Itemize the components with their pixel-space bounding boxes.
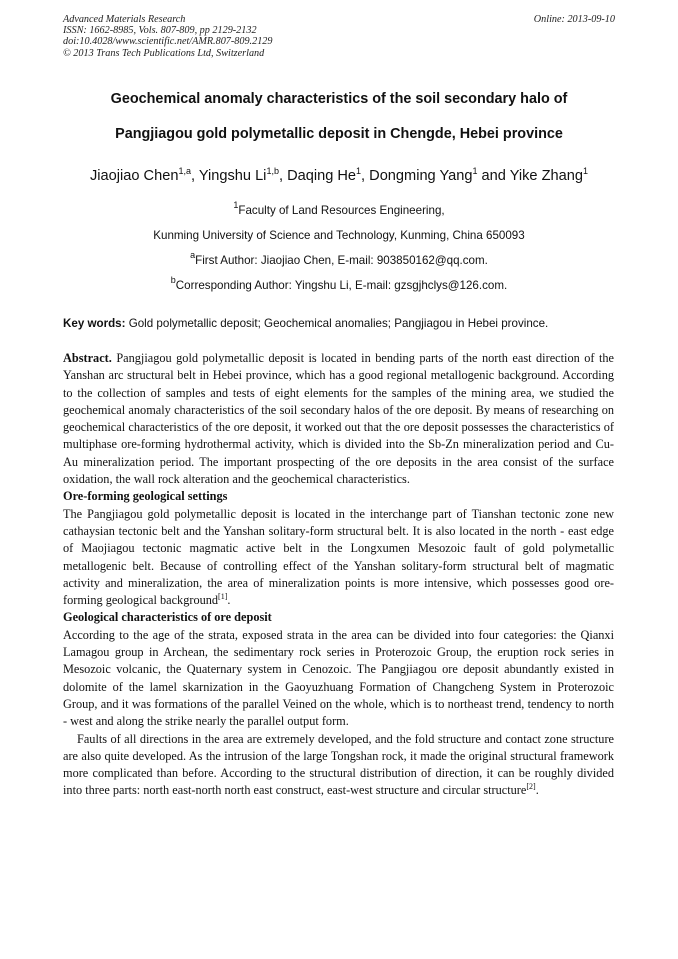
contact-text: Corresponding Author: Yingshu Li, E-mail: gzsgjhclys@126.com. <box>175 279 508 292</box>
section-heading-ore-forming: Ore-forming geological settings <box>63 489 228 504</box>
keywords-text: Gold polymetallic deposit; Geochemical anomalies; Pangjiagou in Hebei province. <box>125 317 549 330</box>
section-heading-geological: Geological characteristics of ore deposit <box>63 610 272 625</box>
author-name: Yingshu Li <box>198 168 267 184</box>
copyright-line: © 2013 Trans Tech Publications Ltd, Switzerland <box>63 47 265 59</box>
abstract-text: Pangjiagou gold polymetallic deposit is located in bending parts of the north east direction of the Yanshan arc structural belt in Hebei province, which has a good regional metallogenic background. According to the collection of samples and tests of eight elements for the samples of the mining area, we studied the geochemical anomaly characteristics of the soil secondary halos of the ore deposit. By means of researching on geochemical characteristics of the ore deposit, it worked out that the ore deposit possesses the characteristics of multiphase ore-forming hydrothermal activity, which is divided into the Sb-Zn mineralization period and Cu-Au mineralization period. The important prospecting of the ore deposits in the area consist of the surface oxidation, the wall rock alteration and the geochemical characteristics. <box>63 351 614 487</box>
paper-title-line-1: Geochemical anomaly characteristics of the soil secondary halo of <box>110 91 568 107</box>
affiliation-superscript: a <box>190 250 196 260</box>
author-superscript: 1 <box>356 166 362 176</box>
author-name: Jiaojiao Chen <box>90 168 179 184</box>
author-name: Dongming Yang <box>369 168 473 184</box>
online-date: Online: 2013-09-10 <box>533 14 615 25</box>
paragraph-text: The Pangjiagou gold polymetallic deposit is located in the interchange part of Tianshan tectonic zone new cathaysian tectonic belt and the Yanshan solitary-form structural belt. It is also located in the north - east edge of Maojiagou tectonic magmatic active belt in the Longxumen Mesozoic fault of gold polymetallic metallogenic belt. Because of controlling effect of the Yanshan solitary-form structural belt of magmatic activity and mineralization, the area of mineralization points is more intensive, which possesses good ore-forming geological background <box>63 506 614 608</box>
author-name: Yike Zhang <box>509 168 583 184</box>
author-superscript: 1 <box>582 166 588 176</box>
contact-text: First Author: Jiaojiao Chen, E-mail: 903850162@qq.com. <box>195 254 488 267</box>
section-paragraph <box>63 506 614 610</box>
affiliation-text: Faculty of Land Resources Engineering, <box>238 204 445 217</box>
doi-line: doi:10.4028/www.scientific.net/AMR.807-809.2129 <box>63 36 273 48</box>
author-superscript: 1,b <box>266 166 279 176</box>
first-author-contact <box>30 250 648 268</box>
section-paragraph <box>63 731 614 800</box>
paper-body <box>63 350 614 800</box>
paragraph-end: . <box>227 593 231 608</box>
paragraph-end: . <box>535 783 539 798</box>
section-paragraph: According to the age of the strata, exposed strata in the area can be divided into four categories: the Qianxi Lamagou group in Archean, the sedimentary rock series in Proterozoic Group, the eruption rock series in Mesozoic volcanic, the Quaternary system in Cenozoic. The Pangjiagou ore deposit abundantly existed in dolomite of the lamel skarnization in the Gaoyuzhuang Formation of Changcheng System in Proterozoic Group, and it was formations of the parallel Veined on the whole, which is to northeast trend, tendency to north - west and along the strike nearly the parallel output form. <box>63 627 614 729</box>
journal-name: Advanced Materials Research <box>63 14 186 25</box>
journal-header <box>63 14 615 59</box>
author-separator: , <box>190 168 199 184</box>
affiliation-faculty <box>30 200 648 218</box>
author-list <box>30 167 648 185</box>
affiliation-university: Kunming University of Science and Technology, Kunming, China 650093 <box>153 229 525 242</box>
abstract-paragraph <box>63 350 614 488</box>
author-superscript: 1 <box>472 166 478 176</box>
abstract-label: Abstract. <box>63 351 112 365</box>
paper-title-line-2: Pangjiagou gold polymetallic deposit in Chengde, Hebei province <box>115 126 563 142</box>
issn-line: ISSN: 1662-8985, Vols. 807-809, pp 2129-2132 <box>63 25 257 37</box>
author-separator: and <box>477 168 510 184</box>
author-separator: , <box>278 168 288 184</box>
paragraph-text: Faults of all directions in the area are extremely developed, and the fold structure and contact zone structure are also quite developed. As the intrusion of the large Tongshan rock, it made the original structural framework more complicated than before. According to the structural distribution of direction, it can be roughly divided into three parts: north east-north north east construct, east-west structure and circular structure <box>63 731 614 798</box>
citation-ref: [1] <box>218 592 228 602</box>
keywords <box>63 317 623 331</box>
affiliation-superscript: 1 <box>233 200 239 210</box>
author-superscript: 1,a <box>178 166 191 176</box>
citation-ref: [2] <box>526 782 536 792</box>
affiliation-superscript: b <box>170 275 176 285</box>
author-name: Daqing He <box>287 168 357 184</box>
author-separator: , <box>361 168 370 184</box>
corresponding-author-contact <box>30 275 648 293</box>
keywords-label: Key words: <box>63 317 126 330</box>
